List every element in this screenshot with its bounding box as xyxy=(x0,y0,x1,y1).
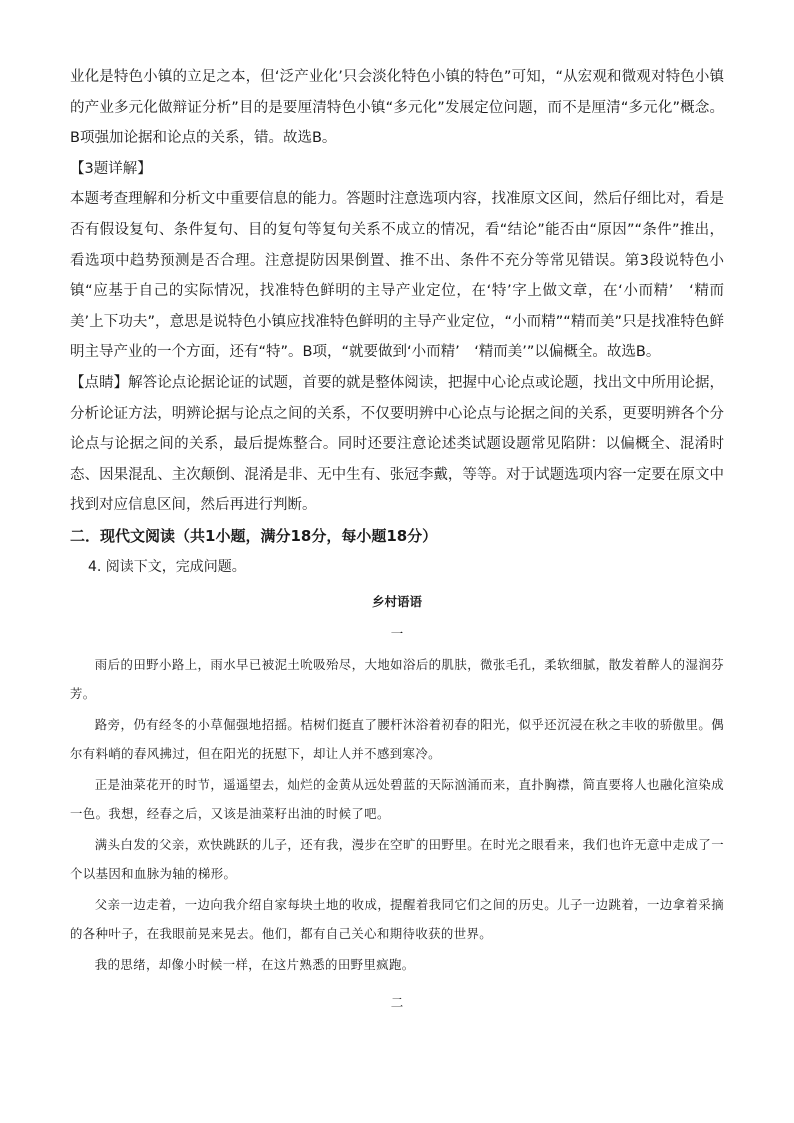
article-part-1-number: 一 xyxy=(390,626,404,642)
document-page xyxy=(70,62,724,1013)
article-paragraph: 正是油菜花开的时节，遥遥望去，灿烂的金黄从远处碧蓝的天际汹涌而来，直扑胸襟，简直要将人也融化渲染成一色。我想，经春之后，又该是油菜籽出油的时候了吧。 xyxy=(70,777,724,822)
article-paragraph: 我的思绪，却像小时候一样，在这片熟悉的田野里疯跑。 xyxy=(94,957,415,973)
dianjing-text: 解答论点论据论证的试题，首要的就是整体阅读，把握中心论点或论题，找出文中所用论据，分析论证方法，明辨论据与论点之间的关系，不仅要明辨中心论点与论据之间的关系，更要明辨各个分论点与论据之间的关系，最后提炼整合。同时还要注意论述类试题设题常见陷阱：以偏概全、混淆时态、因果混乱、主次颠倒、混淆是非、无中生有、张冠李戴，等等。对于试题选项内容一定要在原文中找到对应信息区间，然后再进行判断。 xyxy=(70,374,725,514)
article-paragraph: 路旁，仍有经冬的小草倔强地招摇。桔树们挺直了腰杆沐浴着初春的阳光，似乎还沉浸在秋之丰收的骄傲里。偶尔有料峭的春风拂过，但在阳光的抚慰下，却让人并不感到寒冷。 xyxy=(70,717,724,762)
paragraph-answer-3: 本题考查理解和分析文中重要信息的能力。答题时注意选项内容，找准原文区间，然后仔细比对，看是否有假设复句、条件复句、目的复句等复句关系不成立的情况，看“结论”能否由“原因”“条件”推出，看选项中趋势预测是否合理。注意提防因果倒置、推不出、条件不充分等常见错误。第3段说特色小镇“应基于自己的实际情况，找准特色鲜明的主导产业定位，在‘特’字上做文章，在‘小而精’ ‘精而美’上下功夫”，意思是说特色小镇应找准特色鲜明的主导产业定位，“小而精”“精而美”只是找准特色鲜明主导产业的一个方面，还有“特”。B项，“就要做到‘小而精’ ‘精而美’”以偏概全。故选B。 xyxy=(70,191,724,361)
paragraph-answer-2-end: 业化是特色小镇的立足之本，但‘泛产业化’只会淡化特色小镇的特色”可知，“从宏观和微观对特色小镇的产业多元化做辩证分析”目的是要厘清特色小镇“多元化”发展定位问题，而不是厘清“多元化”概念。B项强加论据和论点的关系，错。故选B。 xyxy=(70,69,724,147)
article-paragraph: 雨后的田野小路上，雨水早已被泥土吮吸殆尽，大地如浴后的肌肤，微张毛孔，柔软细腻，散发着醉人的湿润芬芳。 xyxy=(70,657,724,702)
article-body xyxy=(70,650,724,979)
section-heading: 二．现代文阅读（共1小题，满分18分，每小题18分） xyxy=(70,526,438,545)
tag-dianjing: 【点睛】 xyxy=(70,374,129,391)
question-4-prompt: 4. 阅读下文，完成问题。 xyxy=(88,558,246,575)
article-part-2-number: 二 xyxy=(390,995,404,1011)
article-paragraph: 父亲一边走着，一边向我介绍自家每块土地的收成，提醒着我同它们之间的历史。儿子一边跳着，一边拿着采摘的各种叶子，在我眼前晃来晃去。他们，都有自己关心和期待收获的世界。 xyxy=(70,897,724,942)
paragraph-dianjing xyxy=(70,368,724,521)
article-title: 乡村语语 xyxy=(371,594,422,610)
heading-question-3-detail: 【3题详解】 xyxy=(70,160,152,177)
article-paragraph: 满头白发的父亲，欢快跳跃的儿子，还有我，漫步在空旷的田野里。在时光之眼看来，我们也许无意中走成了一个以基因和血脉为轴的梯形。 xyxy=(70,837,724,882)
